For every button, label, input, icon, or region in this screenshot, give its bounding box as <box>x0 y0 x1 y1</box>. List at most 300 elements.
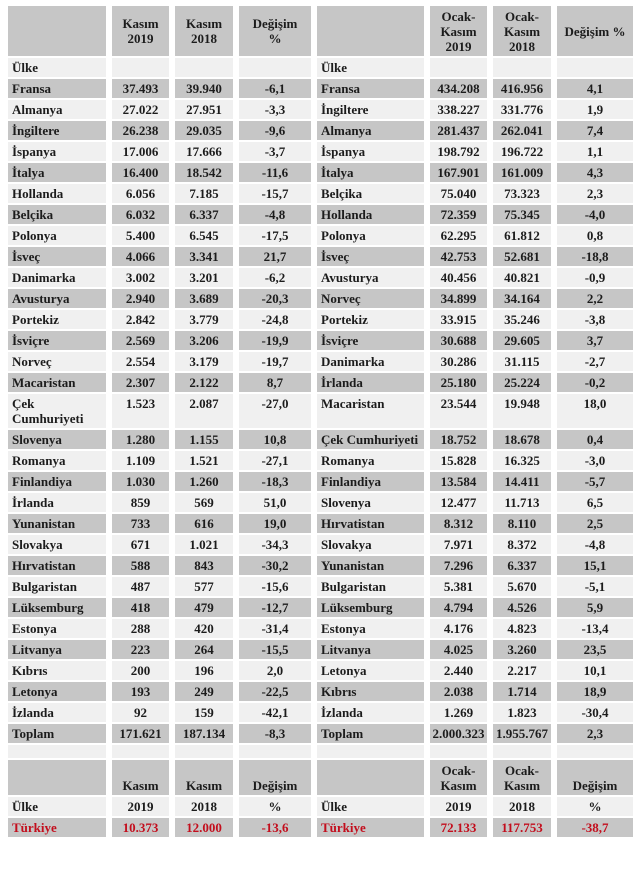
value-cell: 61.812 <box>493 226 551 245</box>
value-cell: 1.521 <box>175 451 233 470</box>
table-row <box>8 472 633 491</box>
value-cell: 35.246 <box>493 310 551 329</box>
country-cell: Fransa <box>8 79 106 98</box>
table-row <box>8 640 633 659</box>
spacer-row <box>8 745 633 758</box>
value-cell: 2.087 <box>175 394 233 428</box>
total-row <box>8 724 633 743</box>
value-cell: -3,0 <box>557 451 633 470</box>
value-cell: 17.666 <box>175 142 233 161</box>
value-cell: 72.359 <box>430 205 487 224</box>
header-blank-left <box>8 6 106 56</box>
value-cell: 27.022 <box>112 100 169 119</box>
table-row <box>8 79 633 98</box>
value-cell: 1,9 <box>557 100 633 119</box>
value-cell: 4.025 <box>430 640 487 659</box>
value-cell: 1.155 <box>175 430 233 449</box>
value-cell: -34,3 <box>239 535 311 554</box>
value-cell: 7.971 <box>430 535 487 554</box>
country-cell: Fransa <box>317 79 424 98</box>
value-cell: 3.260 <box>493 640 551 659</box>
value-cell: 1.269 <box>430 703 487 722</box>
header-ocak-kasim-2018: Ocak-Kasım 2018 <box>493 6 551 56</box>
value-cell: 52.681 <box>493 247 551 266</box>
value-cell: 1.280 <box>112 430 169 449</box>
country-data-table <box>2 4 639 839</box>
header-degisim-right: Değişim % <box>557 6 633 56</box>
country-cell: Almanya <box>317 121 424 140</box>
value-cell: 200 <box>112 661 169 680</box>
bottom-header-kasim-left1: Kasım <box>112 760 169 795</box>
value-cell: 12.477 <box>430 493 487 512</box>
value-cell: 4.823 <box>493 619 551 638</box>
value-cell: -30,2 <box>239 556 311 575</box>
country-cell: Avusturya <box>8 289 106 308</box>
value-cell: 62.295 <box>430 226 487 245</box>
bottom-header-row <box>8 760 633 795</box>
value-cell: 6.545 <box>175 226 233 245</box>
header-blank-right <box>317 6 424 56</box>
value-cell: 616 <box>175 514 233 533</box>
spacer-cell <box>493 745 551 758</box>
table-row <box>8 598 633 617</box>
spacer-cell <box>430 745 487 758</box>
country-cell: Toplam <box>317 724 424 743</box>
header-kasim-2019: Kasım 2019 <box>112 6 169 56</box>
value-cell: 18,0 <box>557 394 633 428</box>
country-cell: Macaristan <box>8 373 106 392</box>
country-cell: Hollanda <box>8 184 106 203</box>
value-cell: 196.722 <box>493 142 551 161</box>
bottom-ulke-left: Ülke <box>8 797 106 816</box>
value-cell: 92 <box>112 703 169 722</box>
country-cell: Litvanya <box>317 640 424 659</box>
value-cell: 479 <box>175 598 233 617</box>
value-cell: 75.040 <box>430 184 487 203</box>
spacer-cell <box>112 745 169 758</box>
table-row <box>8 163 633 182</box>
value-cell: -24,8 <box>239 310 311 329</box>
value-cell: 1.109 <box>112 451 169 470</box>
value-cell: -4,8 <box>239 205 311 224</box>
spacer-cell <box>239 745 311 758</box>
country-cell: Romanya <box>317 451 424 470</box>
country-cell: İrlanda <box>8 493 106 512</box>
value-cell: 187.134 <box>175 724 233 743</box>
empty-cell <box>175 58 233 77</box>
top-header-row <box>8 6 633 56</box>
value-cell: -42,1 <box>239 703 311 722</box>
table-row <box>8 100 633 119</box>
value-cell: 5.381 <box>430 577 487 596</box>
value-cell: 418 <box>112 598 169 617</box>
value-cell: 8,7 <box>239 373 311 392</box>
country-cell: İsviçre <box>8 331 106 350</box>
value-cell: 25.180 <box>430 373 487 392</box>
value-cell: 487 <box>112 577 169 596</box>
empty-cell <box>239 58 311 77</box>
value-cell: 3.179 <box>175 352 233 371</box>
bottom-header-ocak-kasim2: Ocak-Kasım <box>493 760 551 795</box>
value-cell: 843 <box>175 556 233 575</box>
value-cell: 16.400 <box>112 163 169 182</box>
bottom-header-ocak-kasim1: Ocak-Kasım <box>430 760 487 795</box>
value-cell: 577 <box>175 577 233 596</box>
value-cell: 6.337 <box>493 556 551 575</box>
value-cell: -15,6 <box>239 577 311 596</box>
value-cell: 23,5 <box>557 640 633 659</box>
bottom-year-2018-left: 2018 <box>175 797 233 816</box>
table-row <box>8 121 633 140</box>
turkiye-ocak-kasim-2018: 117.753 <box>493 818 551 837</box>
value-cell: 5.400 <box>112 226 169 245</box>
value-cell: 5,9 <box>557 598 633 617</box>
country-cell: Yunanistan <box>8 514 106 533</box>
value-cell: 1,1 <box>557 142 633 161</box>
header-ocak-kasim-2019: Ocak-Kasım 2019 <box>430 6 487 56</box>
empty-cell <box>430 58 487 77</box>
country-cell: İsviçre <box>317 331 424 350</box>
value-cell: 7.185 <box>175 184 233 203</box>
value-cell: 1.030 <box>112 472 169 491</box>
value-cell: -2,7 <box>557 352 633 371</box>
value-cell: -4,0 <box>557 205 633 224</box>
value-cell: -17,5 <box>239 226 311 245</box>
top-header-section <box>8 6 633 77</box>
bottom-header-degisim-left: Değişim <box>239 760 311 795</box>
country-cell: Belçika <box>317 184 424 203</box>
value-cell: 30.688 <box>430 331 487 350</box>
value-cell: 34.164 <box>493 289 551 308</box>
turkiye-degisim-right: -38,7 <box>557 818 633 837</box>
value-cell: -4,8 <box>557 535 633 554</box>
value-cell: 8.312 <box>430 514 487 533</box>
value-cell: 33.915 <box>430 310 487 329</box>
country-cell: Kıbrıs <box>317 682 424 701</box>
bottom-ulke-row <box>8 797 633 816</box>
country-cell: Letonya <box>8 682 106 701</box>
value-cell: -0,2 <box>557 373 633 392</box>
table-row <box>8 373 633 392</box>
value-cell: 40.821 <box>493 268 551 287</box>
value-cell: 5.670 <box>493 577 551 596</box>
value-cell: -15,7 <box>239 184 311 203</box>
table-row <box>8 682 633 701</box>
value-cell: 2.217 <box>493 661 551 680</box>
value-cell: 2,2 <box>557 289 633 308</box>
spacer-cell <box>8 745 106 758</box>
value-cell: -27,1 <box>239 451 311 470</box>
value-cell: 30.286 <box>430 352 487 371</box>
country-cell: İtalya <box>8 163 106 182</box>
value-cell: 18,9 <box>557 682 633 701</box>
value-cell: -3,8 <box>557 310 633 329</box>
table-row <box>8 226 633 245</box>
bottom-header-blank-left <box>8 760 106 795</box>
value-cell: 2.554 <box>112 352 169 371</box>
table-row <box>8 310 633 329</box>
bottom-year-2018-right: 2018 <box>493 797 551 816</box>
spacer-cell <box>175 745 233 758</box>
turkiye-kasim-2019: 10.373 <box>112 818 169 837</box>
value-cell: 6.056 <box>112 184 169 203</box>
value-cell: 18.752 <box>430 430 487 449</box>
country-cell: Toplam <box>8 724 106 743</box>
bottom-year-2019-left: 2019 <box>112 797 169 816</box>
value-cell: 42.753 <box>430 247 487 266</box>
value-cell: 733 <box>112 514 169 533</box>
country-cell: Almanya <box>8 100 106 119</box>
value-cell: 8.372 <box>493 535 551 554</box>
country-cell: Slovakya <box>8 535 106 554</box>
turkiye-row <box>8 818 633 837</box>
country-cell: Letonya <box>317 661 424 680</box>
value-cell: 1.021 <box>175 535 233 554</box>
value-cell: 10,1 <box>557 661 633 680</box>
value-cell: 29.605 <box>493 331 551 350</box>
ulke-label-left: Ülke <box>8 58 106 77</box>
value-cell: -19,7 <box>239 352 311 371</box>
spacer-cell <box>317 745 424 758</box>
value-cell: -18,3 <box>239 472 311 491</box>
value-cell: 569 <box>175 493 233 512</box>
value-cell: 2.842 <box>112 310 169 329</box>
country-cell: İtalya <box>317 163 424 182</box>
bottom-section <box>8 745 633 837</box>
turkiye-degisim-left: -13,6 <box>239 818 311 837</box>
country-cell: İsveç <box>317 247 424 266</box>
country-cell: Finlandiya <box>8 472 106 491</box>
value-cell: 19.948 <box>493 394 551 428</box>
ulke-label-right: Ülke <box>317 58 424 77</box>
table-row <box>8 577 633 596</box>
value-cell: 4.526 <box>493 598 551 617</box>
value-cell: 1.260 <box>175 472 233 491</box>
table-row <box>8 331 633 350</box>
country-cell: Avusturya <box>317 268 424 287</box>
country-cell: İngiltere <box>317 100 424 119</box>
table-row <box>8 556 633 575</box>
value-cell: 1.714 <box>493 682 551 701</box>
value-cell: -31,4 <box>239 619 311 638</box>
value-cell: 23.544 <box>430 394 487 428</box>
country-cell: Portekiz <box>317 310 424 329</box>
value-cell: 159 <box>175 703 233 722</box>
country-cell: Danimarka <box>317 352 424 371</box>
value-cell: 281.437 <box>430 121 487 140</box>
country-cell: Litvanya <box>8 640 106 659</box>
country-cell: İngiltere <box>8 121 106 140</box>
country-cell: Bulgaristan <box>317 577 424 596</box>
value-cell: 4,3 <box>557 163 633 182</box>
bottom-header-degisim-right: Değişim <box>557 760 633 795</box>
value-cell: -9,6 <box>239 121 311 140</box>
value-cell: 193 <box>112 682 169 701</box>
value-cell: -0,9 <box>557 268 633 287</box>
value-cell: 75.345 <box>493 205 551 224</box>
country-cell: Lüksemburg <box>317 598 424 617</box>
value-cell: -22,5 <box>239 682 311 701</box>
value-cell: 34.899 <box>430 289 487 308</box>
value-cell: 167.901 <box>430 163 487 182</box>
value-cell: 3.779 <box>175 310 233 329</box>
value-cell: 51,0 <box>239 493 311 512</box>
value-cell: 17.006 <box>112 142 169 161</box>
value-cell: 18.542 <box>175 163 233 182</box>
value-cell: 288 <box>112 619 169 638</box>
value-cell: -6,1 <box>239 79 311 98</box>
value-cell: 21,7 <box>239 247 311 266</box>
table-row <box>8 247 633 266</box>
value-cell: 0,8 <box>557 226 633 245</box>
country-cell: Slovakya <box>317 535 424 554</box>
table-row <box>8 184 633 203</box>
bottom-year-2019-right: 2019 <box>430 797 487 816</box>
value-cell: 25.224 <box>493 373 551 392</box>
country-cell: Portekiz <box>8 310 106 329</box>
country-cell: Norveç <box>317 289 424 308</box>
country-cell: Norveç <box>8 352 106 371</box>
value-cell: 18.678 <box>493 430 551 449</box>
country-cell: Slovenya <box>317 493 424 512</box>
bottom-percent-right: % <box>557 797 633 816</box>
value-cell: 1.955.767 <box>493 724 551 743</box>
value-cell: 331.776 <box>493 100 551 119</box>
country-cell: Slovenya <box>8 430 106 449</box>
value-cell: 7.296 <box>430 556 487 575</box>
bottom-header-blank-right <box>317 760 424 795</box>
country-cell: Finlandiya <box>317 472 424 491</box>
value-cell: 3.341 <box>175 247 233 266</box>
value-cell: 671 <box>112 535 169 554</box>
header-kasim-2018: Kasım 2018 <box>175 6 233 56</box>
country-cell: Lüksemburg <box>8 598 106 617</box>
value-cell: -8,3 <box>239 724 311 743</box>
country-cell: Danimarka <box>8 268 106 287</box>
value-cell: 262.041 <box>493 121 551 140</box>
value-cell: 39.940 <box>175 79 233 98</box>
value-cell: 416.956 <box>493 79 551 98</box>
table-row <box>8 142 633 161</box>
value-cell: -13,4 <box>557 619 633 638</box>
value-cell: 2.940 <box>112 289 169 308</box>
value-cell: 264 <box>175 640 233 659</box>
empty-cell <box>493 58 551 77</box>
value-cell: 16.325 <box>493 451 551 470</box>
table-row <box>8 394 633 428</box>
value-cell: 19,0 <box>239 514 311 533</box>
country-cell: Hırvatistan <box>317 514 424 533</box>
value-cell: 2.307 <box>112 373 169 392</box>
country-cell: Yunanistan <box>317 556 424 575</box>
value-cell: 2.000.323 <box>430 724 487 743</box>
country-cell: Polonya <box>317 226 424 245</box>
bottom-header-kasim-left2: Kasım <box>175 760 233 795</box>
value-cell: 2.122 <box>175 373 233 392</box>
value-cell: 37.493 <box>112 79 169 98</box>
empty-cell <box>557 58 633 77</box>
value-cell: 171.621 <box>112 724 169 743</box>
value-cell: 15,1 <box>557 556 633 575</box>
spacer-cell <box>557 745 633 758</box>
table-row <box>8 514 633 533</box>
value-cell: 859 <box>112 493 169 512</box>
table-row <box>8 289 633 308</box>
value-cell: 434.208 <box>430 79 487 98</box>
table-row <box>8 493 633 512</box>
table-row <box>8 619 633 638</box>
country-cell: Çek Cumhuriyeti <box>317 430 424 449</box>
value-cell: 4.176 <box>430 619 487 638</box>
value-cell: 2.569 <box>112 331 169 350</box>
value-cell: 6,5 <box>557 493 633 512</box>
table-row <box>8 535 633 554</box>
value-cell: 26.238 <box>112 121 169 140</box>
value-cell: 6.032 <box>112 205 169 224</box>
value-cell: -27,0 <box>239 394 311 428</box>
value-cell: 223 <box>112 640 169 659</box>
value-cell: -6,2 <box>239 268 311 287</box>
value-cell: -3,3 <box>239 100 311 119</box>
value-cell: 338.227 <box>430 100 487 119</box>
value-cell: -5,1 <box>557 577 633 596</box>
value-cell: 4.066 <box>112 247 169 266</box>
value-cell: 40.456 <box>430 268 487 287</box>
value-cell: 2.038 <box>430 682 487 701</box>
turkiye-ocak-kasim-2019: 72.133 <box>430 818 487 837</box>
value-cell: 249 <box>175 682 233 701</box>
value-cell: -3,7 <box>239 142 311 161</box>
country-cell: İsveç <box>8 247 106 266</box>
value-cell: 0,4 <box>557 430 633 449</box>
table-row <box>8 352 633 371</box>
table-row <box>8 703 633 722</box>
turkiye-label-right: Türkiye <box>317 818 424 837</box>
value-cell: -11,6 <box>239 163 311 182</box>
value-cell: -18,8 <box>557 247 633 266</box>
bottom-ulke-right: Ülke <box>317 797 424 816</box>
country-cell: İrlanda <box>317 373 424 392</box>
value-cell: 7,4 <box>557 121 633 140</box>
value-cell: 4,1 <box>557 79 633 98</box>
value-cell: 6.337 <box>175 205 233 224</box>
value-cell: 1.523 <box>112 394 169 428</box>
value-cell: 15.828 <box>430 451 487 470</box>
value-cell: 8.110 <box>493 514 551 533</box>
value-cell: -20,3 <box>239 289 311 308</box>
header-degisim-left: Değişim % <box>239 6 311 56</box>
table-row <box>8 205 633 224</box>
country-cell: Macaristan <box>317 394 424 428</box>
value-cell: 4.794 <box>430 598 487 617</box>
country-cell: Çek Cumhuriyeti <box>8 394 106 428</box>
value-cell: 198.792 <box>430 142 487 161</box>
value-cell: 3.689 <box>175 289 233 308</box>
value-cell: 2,5 <box>557 514 633 533</box>
empty-cell <box>112 58 169 77</box>
turkiye-kasim-2018: 12.000 <box>175 818 233 837</box>
value-cell: -30,4 <box>557 703 633 722</box>
country-cell: Estonya <box>8 619 106 638</box>
value-cell: 31.115 <box>493 352 551 371</box>
value-cell: 3.002 <box>112 268 169 287</box>
country-cell: Bulgaristan <box>8 577 106 596</box>
value-cell: 11.713 <box>493 493 551 512</box>
value-cell: 73.323 <box>493 184 551 203</box>
country-cell: İzlanda <box>317 703 424 722</box>
value-cell: 196 <box>175 661 233 680</box>
country-cell: Belçika <box>8 205 106 224</box>
